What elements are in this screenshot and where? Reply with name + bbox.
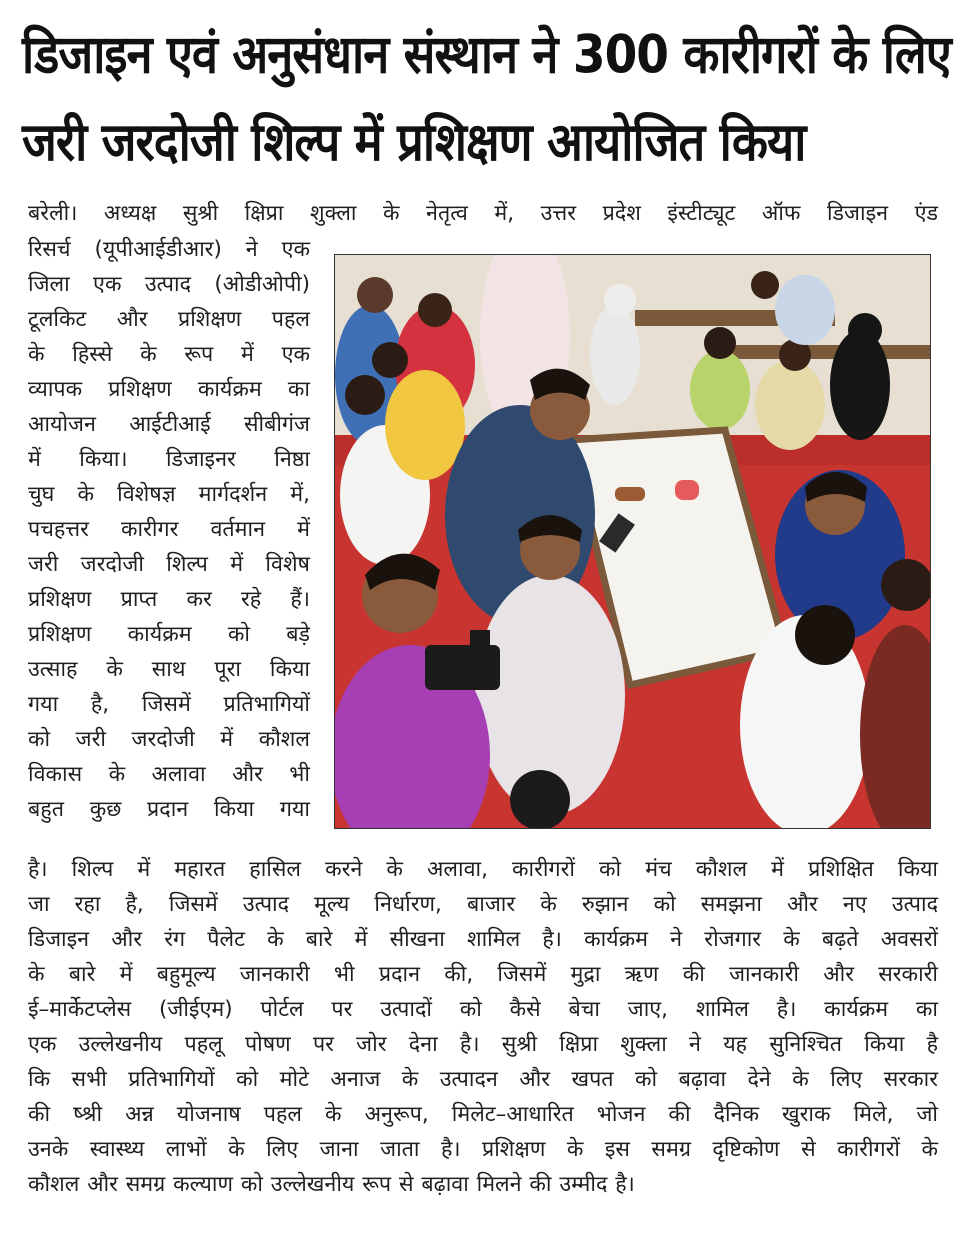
column-line: विकास के अलावा और भी: [28, 762, 310, 787]
column-line: में किया। डिजाइनर निष्ठा: [28, 447, 310, 472]
column-line: व्यापक प्रशिक्षण कार्यक्रम का: [28, 377, 310, 402]
bottom-line: डिजाइन और रंग पैलेट के बारे में सीखना शामिल है। कार्यक्रम ने रोजगार के बढ़ते अवसरों: [28, 927, 938, 952]
column-line: जिला एक उत्पाद (ओडीओपी): [28, 272, 310, 297]
bottom-line: है। शिल्प में महारत हासिल करने के अलावा, कारीगरों को मंच कौशल में प्रशिक्षित किया: [28, 857, 938, 882]
training-photo: [334, 254, 931, 829]
column-line: प्रशिक्षण कार्यक्रम को बड़े: [28, 622, 310, 647]
column-line: के हिस्से के रूप में एक: [28, 342, 310, 367]
column-line: आयोजन आईटीआई सीबीगंज: [28, 412, 310, 437]
bottom-line: के बारे में बहुमूल्य जानकारी भी प्रदान की, जिसमें मुद्रा ऋण की जानकारी और सरकारी: [28, 962, 938, 987]
bottom-line: ई–मार्केटप्लेस (जीईएम) पोर्टल पर उत्पादों को कैसे बेचा जाए, शामिल है। कार्यक्रम का: [28, 997, 938, 1022]
column-line: को जरी जरदोजी में कौशल: [28, 727, 310, 752]
column-line: पचहत्तर कारीगर वर्तमान में: [28, 517, 310, 542]
column-line: जरी जरदोजी शिल्प में विशेष: [28, 552, 310, 577]
column-line: बहुत कुछ प्रदान किया गया: [28, 797, 310, 822]
bottom-line: की ष्श्री अन्न योजनाष पहल के अनुरूप, मिलेट–आधारित भोजन की दैनिक खुराक मिले, जो: [28, 1102, 938, 1127]
column-line: उत्साह के साथ पूरा किया: [28, 657, 310, 682]
bottom-line: जा रहा है, जिसमें उत्पाद मूल्य निर्धारण, बाजार के रुझान को समझना और नए उत्पाद: [28, 892, 938, 917]
bottom-line: एक उल्लेखनीय पहलू पोषण पर जोर देना है। सुश्री क्षिप्रा शुक्ला ने यह सुनिश्चित किया है: [28, 1032, 938, 1057]
article-left-column: [28, 232, 310, 827]
column-line: टूलकिट और प्रशिक्षण पहल: [28, 307, 310, 332]
article-bottom-text: [28, 852, 938, 1202]
bottom-line: उनके स्वास्थ्य लाभों के लिए जाना जाता है। प्रशिक्षण के इस समग्र दृष्टिकोण से कारीगरों के: [28, 1137, 938, 1162]
bottom-line: कौशल और समग्र कल्याण को उल्लेखनीय रूप से बढ़ावा मिलने की उम्मीद है।: [28, 1172, 635, 1197]
training-photo-illustration: [335, 255, 930, 828]
column-line: गया है, जिसमें प्रतिभागियों: [28, 692, 310, 717]
headline: [22, 12, 952, 187]
headline-line-1: डिजाइन एवं अनुसंधान संस्थान ने 300 कारीगरों के लिए: [22, 24, 951, 86]
article-first-line: बरेली। अध्यक्ष सुश्री क्षिप्रा शुक्ला के नेतृत्व में, उत्तर प्रदेश इंस्टीट्यूट ऑफ डिजाइन एंड: [28, 201, 938, 226]
column-line: रिसर्च (यूपीआईडीआर) ने एक: [28, 237, 310, 262]
column-line: प्रशिक्षण प्राप्त कर रहे हैं।: [28, 587, 310, 612]
column-line: चुघ के विशेषज्ञ मार्गदर्शन में,: [28, 482, 310, 507]
bottom-line: कि सभी प्रतिभागियों को मोटे अनाज के उत्पादन और खपत को बढ़ावा देने के लिए सरकार: [28, 1067, 938, 1092]
headline-line-2: जरी जरदोजी शिल्प में प्रशिक्षण आयोजित किया: [22, 111, 806, 174]
